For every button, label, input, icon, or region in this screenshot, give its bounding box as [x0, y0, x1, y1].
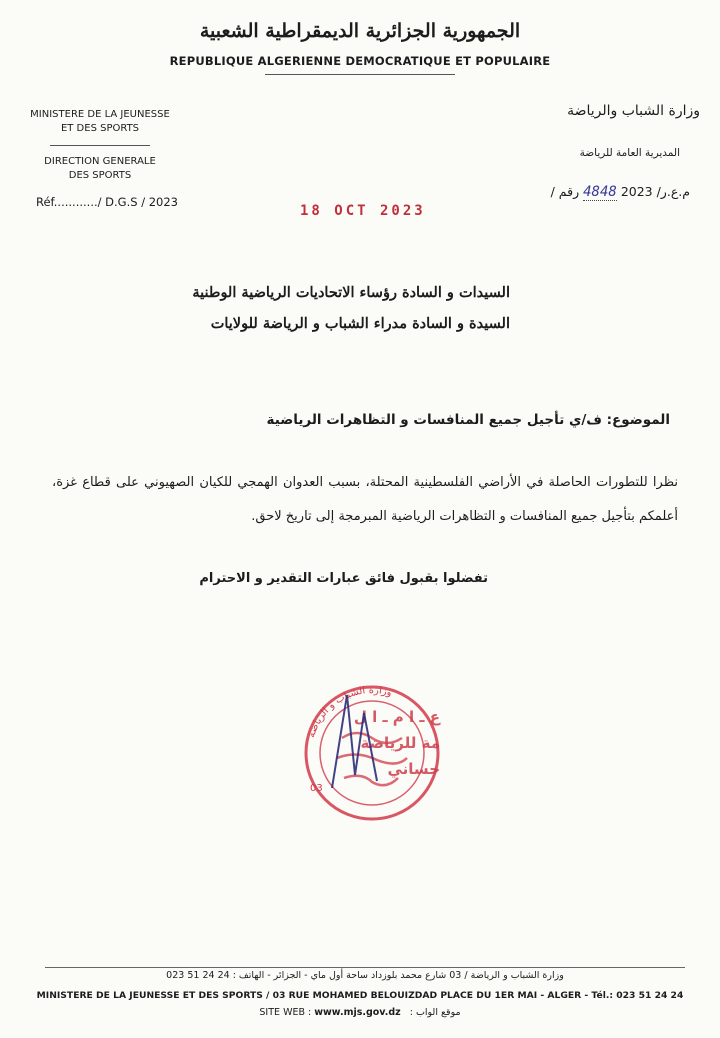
- official-stamp: [292, 683, 452, 827]
- reference-suffix: / م.ع.ر/ 2023: [550, 184, 690, 199]
- ministry-line-1: MINISTERE DE LA JEUNESSE: [30, 109, 170, 120]
- signature-line-3: حساني: [387, 760, 440, 778]
- reference-arabic: [551, 184, 690, 200]
- direction-name-arabic: المديرية العامة للرياضة: [579, 147, 680, 159]
- addressee-line-2: السيدة و السادة مدراء الشباب و الرياضة للولايات: [210, 315, 510, 332]
- footer-address-arabic: وزارة الشباب و الرياضة / 03 شارع محمد بلوزداد ساحة أول ماي - الجزائر - الهاتف : 24 24 51 023: [166, 970, 564, 981]
- direction-line-1: DIRECTION GENERALE: [44, 156, 156, 167]
- title-divider: [265, 74, 455, 75]
- footer-divider: [45, 967, 685, 968]
- website-label: SITE WEB :: [259, 1007, 312, 1018]
- handwritten-reference-number: 4848: [583, 184, 617, 200]
- letter-body: نظرا للتطورات الحاصلة في الأراضي الفلسطينية المحتلة، بسبب العدوان الهمجي للكيان الصهيوني على قطاع غزة، أعلمكم بتأجيل جميع المنافسات و التظاهرات الرياضية المبرمجة إلى تاريخ لاحق.: [52, 475, 678, 524]
- subject-line: الموضوع: ف/ي تأجيل جميع المنافسات و التظاهرات الرياضية: [266, 412, 670, 428]
- closing-formula: تفضلوا بقبول فائق عبارات التقدير و الاحترام: [199, 571, 488, 586]
- ministry-line-2: ET DES SPORTS: [60, 123, 140, 134]
- date-stamp: 18 OCT 2023: [300, 203, 426, 219]
- direction-line-2: DES SPORTS: [68, 170, 132, 181]
- stamp-seal-graphic: [292, 683, 452, 823]
- footer-address-french: MINISTERE DE LA JEUNESSE ET DES SPORTS / 03 RUE MOHAMED BELOUIZDAD PLACE DU 1ER MAI - ALGER - Tél.: 023 51 24 24: [36, 990, 684, 1001]
- stamp-number: 03: [310, 783, 323, 794]
- footer-website: [0, 1007, 720, 1018]
- signature-line-1: ع ـ ا م ـ ا ل: [353, 708, 440, 726]
- republic-title-french: REPUBLIQUE ALGERIENNE DEMOCRATIQUE ET POPULAIRE: [169, 54, 551, 68]
- ministry-name-french: [20, 108, 180, 136]
- republic-title-arabic: الجمهورية الجزائرية الديمقراطية الشعبية: [199, 20, 521, 42]
- direction-name-french: [20, 155, 180, 183]
- ministry-name-arabic: وزارة الشباب والرياضة: [567, 103, 700, 119]
- reference-prefix: رقم: [558, 184, 580, 199]
- reference-french: Réf............/ D.G.S / 2023: [36, 195, 178, 209]
- signature-line-2: مة للرياضة: [360, 734, 440, 752]
- website-url[interactable]: www.mjs.gov.dz: [314, 1007, 401, 1018]
- stamp-ring-text: وزارة الشباب و الرياضة: [306, 684, 394, 740]
- website-label-arabic: : موقع الواب: [409, 1007, 461, 1018]
- addressee-line-1: السيدات و السادة رؤساء الاتحاديات الرياضية الوطنية: [192, 284, 510, 301]
- left-header-divider: [50, 145, 150, 146]
